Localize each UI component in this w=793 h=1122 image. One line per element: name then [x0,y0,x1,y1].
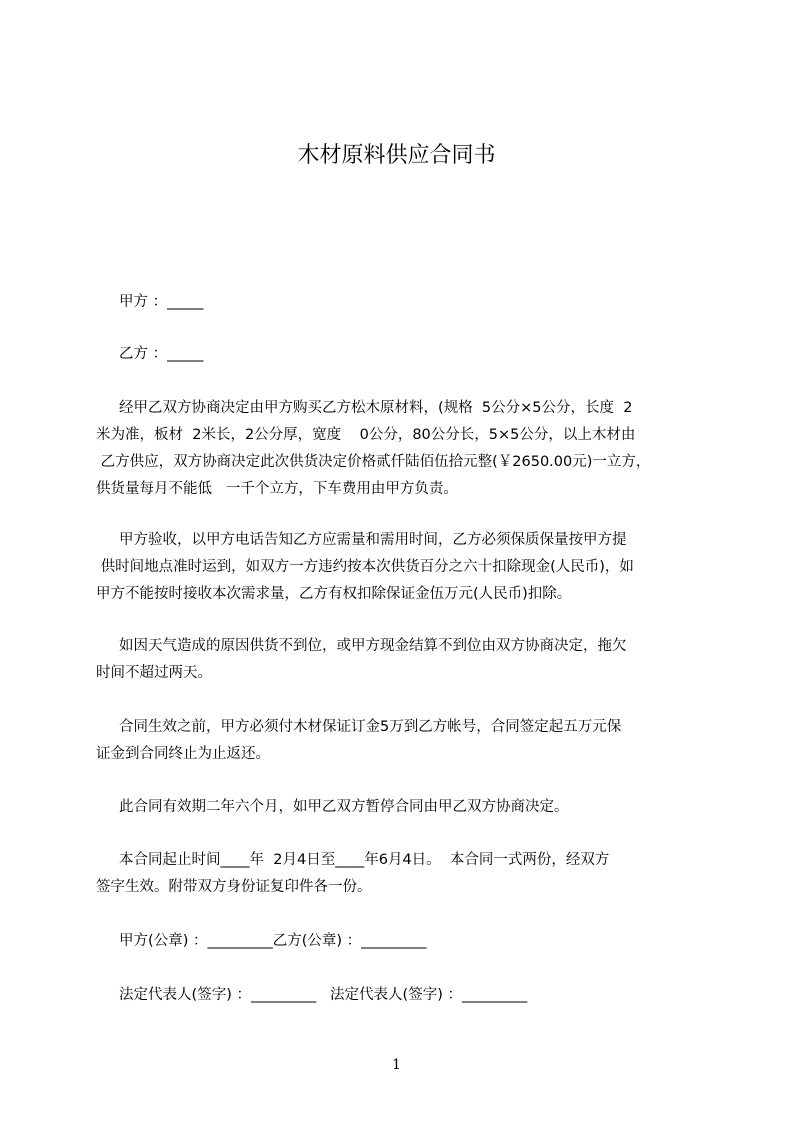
seal-line: 甲方(公章) ：_________乙方(公章) ：_________ [96,933,427,949]
clause-1-line-1: 经甲乙双方协商决定由甲方购买乙方松木原材料，(规格 5公分×5公分，长度 2 [96,400,633,416]
clause-5-line-1: 此合同有效期二年六个月，如甲乙双方暂停合同由甲乙双方协商决定。 [96,799,569,815]
clause-2-line-1: 甲方验收，以甲方电话告知乙方应需量和需用时间，乙方必须保质保量按甲方提 [96,532,627,548]
clause-6-line-1: 本合同起止时间____年 2月4日至____年6月4日。 本合同一式两份，经双方 [96,852,610,868]
clause-2-line-3: 甲方不能按时接收本次需求量，乙方有权扣除保证金伍万元(人民币)扣除。 [96,586,572,602]
clause-1-line-2: 米为准，板材 2米长，2公分厚，宽度 0公分，80公分长，5×5公分，以上木材由 [96,427,636,443]
clause-6-line-2: 签字生效。附带双方身份证复印件各一份。 [96,879,372,895]
clause-2-line-2: 供时间地点准时运到，如双方一方违约按本次供货百分之六十扣除现金(人民币)，如 [96,559,634,575]
document-title: 木材原料供应合同书 [297,143,496,168]
clause-4-line-2: 证金到合同终止为止返还。 [96,746,270,762]
signature-line: 法定代表人(签字) ：_________ 法定代表人(签字) ：_________ [96,987,528,1003]
clause-3-line-2: 时间不超过两天。 [96,665,212,681]
clause-1-line-4: 供货量每月不能低 一千个立方，下车费用由甲方负责。 [96,481,458,497]
party-b-line: 乙方 ：_____ [96,346,204,362]
clause-4-line-1: 合同生效之前，甲方必须付木材保证订金5万到乙方帐号，合同签定起五万元保 [96,719,622,735]
page-number: 1 [392,1057,401,1073]
clause-1-line-3: 乙方供应，双方协商决定此次供货决定价格贰仟陆佰伍拾元整(￥2650.00元)一立方， [96,454,651,470]
party-a-line: 甲方 ：_____ [96,294,204,310]
clause-3-line-1: 如因天气造成的原因供货不到位，或甲方现金结算不到位由双方协商决定，拖欠 [96,638,627,654]
